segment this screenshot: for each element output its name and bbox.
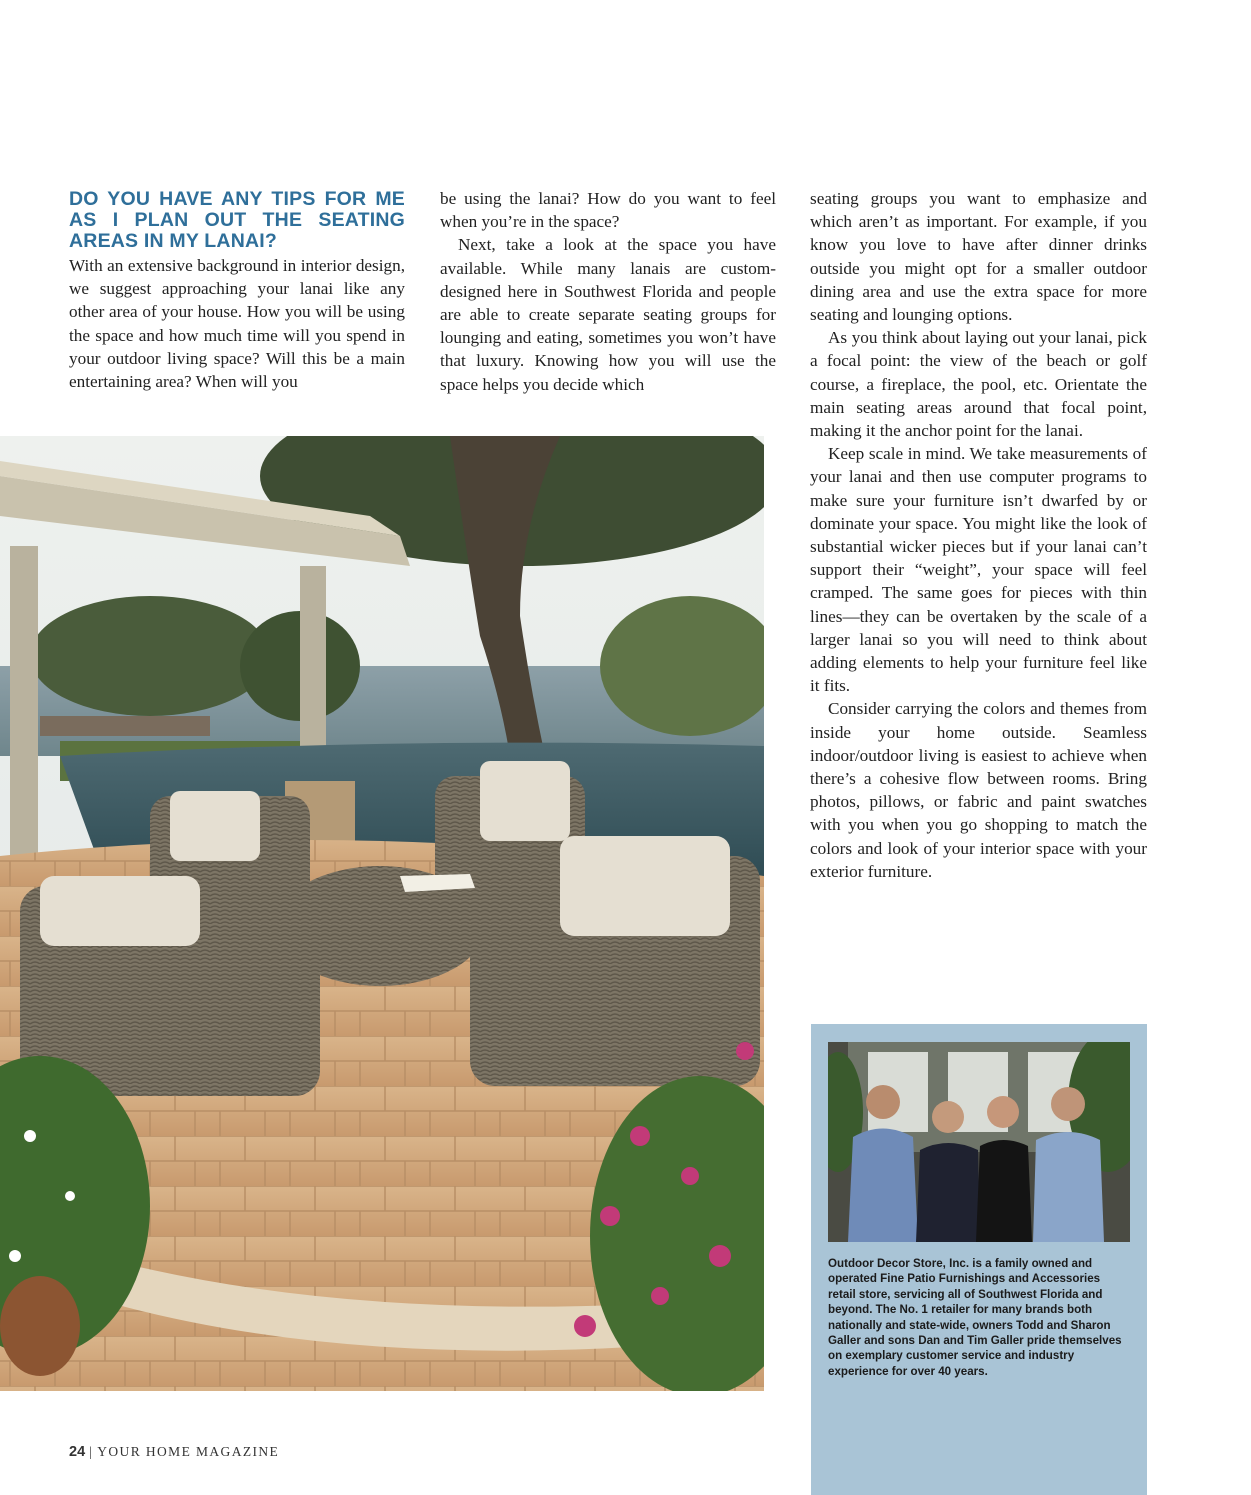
- article-column-3: [810, 187, 1147, 883]
- sidebar-caption: Outdoor Decor Store, Inc. is a family owned and operated Fine Patio Furnishings and Accessories retail store, servicing all of Southwest Florida and beyond. The No. 1 retailer for many brands both nationally and state-wide, owners Todd and Sharon Galler and sons Dan and Tim Galler pride themselves on exemplary customer service and industry experience for over 40 years.: [828, 1257, 1122, 1378]
- article-paragraph: As you think about laying out your lanai, pick a focal point: the view of the beach or golf course, a fireplace, the pool, etc. Orientate the main seating areas around that focal point, making it the anchor point for the lanai.: [810, 328, 1147, 441]
- patio-photo: [0, 436, 764, 1391]
- page-footer: [69, 1444, 279, 1460]
- article-column-1: [69, 187, 405, 393]
- page-number: 24: [69, 1444, 86, 1460]
- article-column-2: [440, 187, 776, 396]
- article-paragraph: Consider carrying the colors and themes from inside your home outside. Seamless indoor/outdoor living is easiest to achieve when there’s a cohesive flow between rooms. Bring photos, pillows, or fabric and paint swatches with you when you go shopping to match the colors and look of your interior space with your exterior furniture.: [810, 699, 1147, 881]
- article-paragraph: Next, take a look at the space you have available. While many lanais are custom-designed here in Southwest Florida and people are able to create separate seating groups for lounging and eating, sometimes you won’t have that luxury. Knowing how you will use the space helps you decide which: [440, 235, 776, 394]
- footer-separator: |: [89, 1444, 94, 1459]
- article-paragraph: With an extensive background in interior design, we suggest approaching your lanai like any other area of your house. How you will be using the space and how much time will you spend in your outdoor living space? Will this be a main entertaining area? When will you: [69, 256, 405, 392]
- article-heading: DO YOU HAVE ANY TIPS FOR ME AS I PLAN OUT THE SEATING AREAS IN MY LANAI?: [69, 188, 405, 252]
- family-photo: [828, 1042, 1130, 1242]
- article-paragraph: be using the lanai? How do you want to feel when you’re in the space?: [440, 189, 776, 232]
- article-paragraph: Keep scale in mind. We take measurements of your lanai and then use computer programs to make sure your furniture isn’t dwarfed by or dominate your space. You might like the look of substantial wicker pieces but if your lanai can’t support their “weight”, your space will feel cramped. The same goes for pieces with thin lines—they can be overtaken by the scale of a larger lanai so you will need to think about adding elements to help your furniture feel like it fits.: [810, 444, 1147, 696]
- article-paragraph: seating groups you want to emphasize and which aren’t as important. For example, if you know you love to have after dinner drinks outside you might opt for a smaller outdoor dining area and use the extra space for more seating and lounging options.: [810, 189, 1147, 325]
- sidebar-box: [811, 1024, 1147, 1495]
- publication-name: YOUR HOME MAGAZINE: [97, 1444, 280, 1459]
